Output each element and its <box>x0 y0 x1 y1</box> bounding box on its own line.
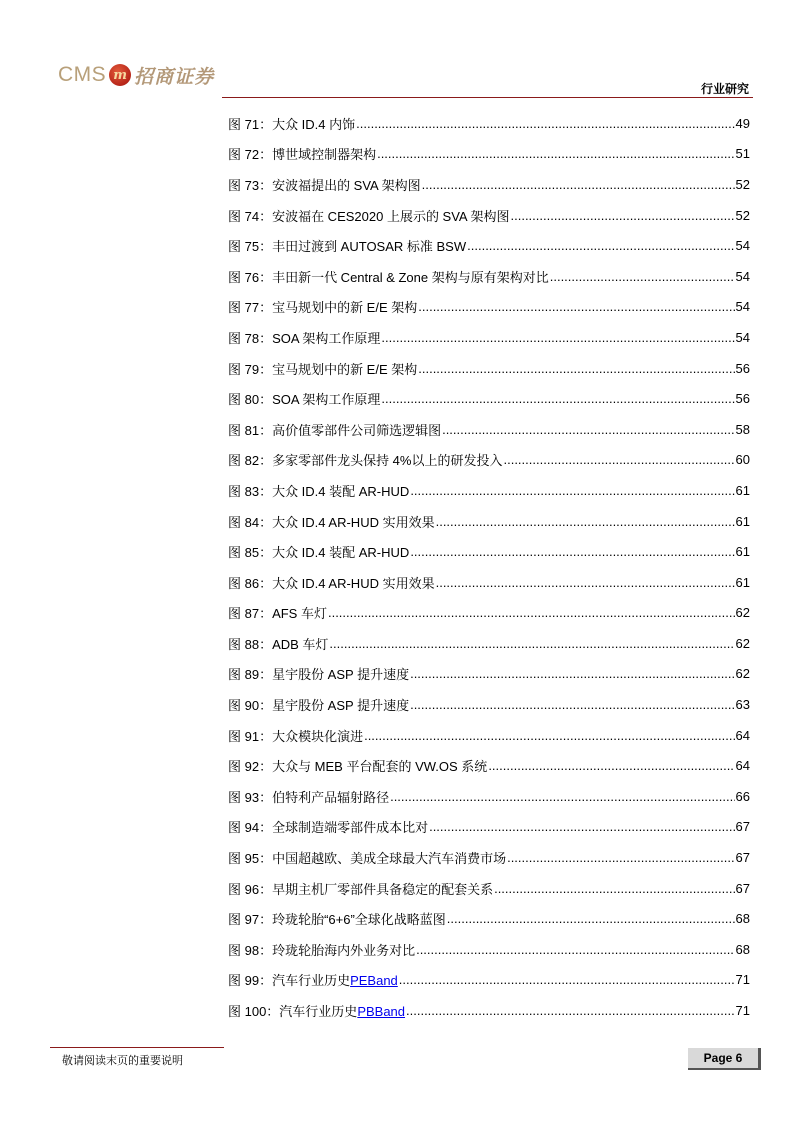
logo-emblem-icon: m <box>109 64 131 86</box>
toc-entry-page-number: 68 <box>735 941 750 957</box>
toc-entry-title: 图 89：星宇股份 ASP 提升速度 <box>228 667 410 683</box>
toc-entry-label <box>228 970 398 989</box>
dot-leader <box>422 177 735 192</box>
toc-entry[interactable] <box>228 139 750 170</box>
toc-entry[interactable] <box>228 445 750 476</box>
toc-entry-label <box>228 940 415 959</box>
page-header <box>0 0 793 100</box>
toc-entry-title: 图 97：玲珑轮胎“6+6”全球化战略蓝图 <box>228 912 446 928</box>
toc-entry[interactable] <box>228 261 750 292</box>
toc-entry-page-number: 64 <box>735 727 750 743</box>
logo-cms-text: CMS <box>58 63 107 86</box>
toc-entry-title: 图 95：中国超越欧、美成全球最大汽车消费市场 <box>228 851 507 867</box>
dot-leader <box>503 452 734 467</box>
dot-leader <box>418 299 734 314</box>
toc-entry-page-number: 56 <box>735 391 750 407</box>
toc-entry-link[interactable]: PBBand <box>357 1004 406 1020</box>
toc-entry-label <box>228 420 441 439</box>
dot-leader <box>381 391 734 406</box>
toc-entry-label <box>228 175 421 194</box>
toc-entry-page-number: 67 <box>735 819 750 835</box>
toc-entry-title: 图 82：多家零部件龙头保持 4%以上的研发投入 <box>228 453 503 469</box>
toc-entry-page-number: 49 <box>735 115 750 131</box>
toc-entry[interactable] <box>228 292 750 323</box>
dot-leader <box>418 361 734 376</box>
toc-entry[interactable] <box>228 108 750 139</box>
toc-entry[interactable] <box>228 812 750 843</box>
dot-leader <box>494 881 734 896</box>
toc-entry-label <box>228 634 328 653</box>
toc-entry-label <box>228 389 380 408</box>
toc-entry-title: 图 94：全球制造端零部件成本比对 <box>228 820 429 836</box>
toc-entry-page-number: 61 <box>735 482 750 498</box>
toc-entry-title: 图 86：大众 ID.4 AR-HUD 实用效果 <box>228 575 435 591</box>
toc-entry-label <box>228 848 506 867</box>
dot-leader <box>364 728 734 743</box>
toc-entry-label <box>228 1001 405 1020</box>
toc-entry[interactable] <box>228 383 750 414</box>
toc-entry-label <box>228 879 493 898</box>
toc-entry-label <box>228 603 327 622</box>
toc-entry-page-number: 61 <box>735 513 750 529</box>
dot-leader <box>507 850 734 865</box>
toc-entry-label <box>228 328 380 347</box>
toc-entry-title: 图 77：宝马规划中的新 E/E 架构 <box>228 300 418 316</box>
dot-leader <box>406 1003 735 1018</box>
toc-entry-page-number: 71 <box>735 1003 750 1019</box>
dot-leader <box>550 269 735 284</box>
toc-entry-title: 图 73：安波福提出的 SVA 架构图 <box>228 177 421 193</box>
toc-entry-title: 图 99：汽车行业历史 <box>228 973 351 989</box>
dot-leader <box>511 208 735 223</box>
dot-leader <box>436 514 735 529</box>
dot-leader <box>328 605 735 620</box>
footer-divider <box>50 1047 224 1048</box>
toc-entry-label <box>228 664 409 683</box>
toc-entry[interactable] <box>228 598 750 629</box>
logo-chinese-text: 招商证券 <box>134 65 215 88</box>
toc-entry[interactable] <box>228 903 750 934</box>
dot-leader <box>381 330 734 345</box>
toc-entry-page-number: 54 <box>735 238 750 254</box>
toc-entry-title: 图 76：丰田新一代 Central & Zone 架构与原有架构对比 <box>228 269 549 285</box>
dot-leader <box>442 422 734 437</box>
toc-entry-title: 图 83：大众 ID.4 装配 AR-HUD <box>228 483 410 499</box>
toc-entry-page-number: 52 <box>735 176 750 192</box>
toc-entry-title: 图 85：大众 ID.4 装配 AR-HUD <box>228 545 410 561</box>
toc-entry-title: 图 98：玲珑轮胎海内外业务对比 <box>228 942 416 958</box>
toc-entry-title: 图 78：SOA 架构工作原理 <box>228 330 381 346</box>
toc-entry-page-number: 64 <box>735 758 750 774</box>
toc-entry-title: 图 84：大众 ID.4 AR-HUD 实用效果 <box>228 514 435 530</box>
toc-entry-title: 图 72：博世域控制器架构 <box>228 147 377 163</box>
toc-entry[interactable] <box>228 322 750 353</box>
toc-entry-title: 图 74：安波福在 CES2020 上展示的 SVA 架构图 <box>228 208 510 224</box>
dot-leader <box>399 972 735 987</box>
dot-leader <box>488 758 734 773</box>
toc-entry-page-number: 62 <box>735 605 750 621</box>
dot-leader <box>410 544 734 559</box>
toc-entry[interactable] <box>228 200 750 231</box>
toc-entry-page-number: 61 <box>735 544 750 560</box>
dot-leader <box>429 819 734 834</box>
dot-leader <box>447 911 735 926</box>
toc-entry-title: 图 96：早期主机厂零部件具备稳定的配套关系 <box>228 881 494 897</box>
toc-entry-title: 图 90：星宇股份 ASP 提升速度 <box>228 698 410 714</box>
toc-entry-title: 图 93：伯特利产品辐射路径 <box>228 789 390 805</box>
dot-leader <box>410 666 734 681</box>
toc-entry[interactable] <box>228 689 750 720</box>
toc-entry[interactable] <box>228 965 750 996</box>
dot-leader <box>377 146 734 161</box>
toc-entry-link[interactable]: PEBand <box>350 973 398 989</box>
toc-entry-label <box>228 512 435 531</box>
toc-entry-page-number: 67 <box>735 880 750 896</box>
toc-entry-label <box>228 267 549 286</box>
toc-entry-label <box>228 450 502 469</box>
toc-entry-label <box>228 787 389 806</box>
page-number-badge: Page 6 <box>688 1048 761 1070</box>
dot-leader <box>410 697 734 712</box>
toc-entry-page-number: 58 <box>735 421 750 437</box>
toc-entry[interactable] <box>228 475 750 506</box>
toc-entry-label <box>228 481 409 500</box>
header-divider <box>222 97 753 98</box>
company-logo <box>58 58 214 92</box>
toc-entry-page-number: 62 <box>735 635 750 651</box>
toc-entry-page-number: 52 <box>735 207 750 223</box>
toc-entry-label <box>228 817 428 836</box>
toc-entry-title: 图 81：高价值零部件公司筛选逻辑图 <box>228 422 442 438</box>
toc-entry-label <box>228 756 487 775</box>
toc-entry[interactable] <box>228 567 750 598</box>
toc-entry-title: 图 75：丰田过渡到 AUTOSAR 标准 BSW <box>228 239 467 255</box>
toc-entry[interactable] <box>228 995 750 1026</box>
toc-entry-page-number: 61 <box>735 574 750 590</box>
dot-leader <box>410 483 734 498</box>
toc-entry-title: 图 88：ADB 车灯 <box>228 636 329 652</box>
dot-leader <box>436 575 735 590</box>
toc-entry[interactable] <box>228 750 750 781</box>
toc-entry-label <box>228 909 446 928</box>
toc-entry[interactable] <box>228 536 750 567</box>
toc-entry-label <box>228 206 510 225</box>
toc-entry-title: 图 100：汽车行业历史 <box>228 1004 358 1020</box>
toc-entry-title: 图 87：AFS 车灯 <box>228 606 327 622</box>
toc-entry-label <box>228 573 435 592</box>
toc-entry[interactable] <box>228 781 750 812</box>
disclaimer-note: 敬请阅读末页的重要说明 <box>62 1055 183 1067</box>
toc-entry-label <box>228 236 466 255</box>
toc-entry[interactable] <box>228 169 750 200</box>
toc-entry-label <box>228 542 409 561</box>
toc-entry-title: 图 91：大众模块化演进 <box>228 728 364 744</box>
report-category-label: 行业研究 <box>700 82 749 96</box>
toc-entry[interactable] <box>228 720 750 751</box>
toc-entry-page-number: 63 <box>735 697 750 713</box>
toc-entry-label <box>228 695 409 714</box>
toc-entry-title: 图 79：宝马规划中的新 E/E 架构 <box>228 361 418 377</box>
toc-entry-label <box>228 726 363 745</box>
toc-entry[interactable] <box>228 873 750 904</box>
toc-entry-title: 图 92：大众与 MEB 平台配套的 VW.OS 系统 <box>228 759 488 775</box>
toc-entry[interactable] <box>228 414 750 445</box>
toc-entry-page-number: 68 <box>735 911 750 927</box>
toc-entry-page-number: 54 <box>735 268 750 284</box>
toc-entry-page-number: 60 <box>735 452 750 468</box>
toc-entry[interactable] <box>228 506 750 537</box>
toc-entry[interactable] <box>228 628 750 659</box>
toc-entry-page-number: 66 <box>735 788 750 804</box>
figure-table-of-contents <box>228 108 750 1026</box>
toc-entry[interactable] <box>228 230 750 261</box>
dot-leader <box>356 116 734 131</box>
dot-leader <box>416 942 734 957</box>
toc-entry[interactable] <box>228 934 750 965</box>
toc-entry-label <box>228 297 417 316</box>
toc-entry-page-number: 54 <box>735 329 750 345</box>
toc-entry-label <box>228 144 376 163</box>
toc-entry-page-number: 62 <box>735 666 750 682</box>
toc-entry-page-number: 71 <box>735 972 750 988</box>
dot-leader <box>467 238 734 253</box>
toc-entry[interactable] <box>228 353 750 384</box>
toc-entry[interactable] <box>228 659 750 690</box>
toc-entry-page-number: 51 <box>735 146 750 162</box>
toc-entry-page-number: 56 <box>735 360 750 376</box>
toc-entry-title: 图 80：SOA 架构工作原理 <box>228 392 381 408</box>
dot-leader <box>329 636 734 651</box>
toc-entry-page-number: 54 <box>735 299 750 315</box>
toc-entry[interactable] <box>228 842 750 873</box>
toc-entry-label <box>228 359 417 378</box>
toc-entry-title: 图 71：大众 ID.4 内饰 <box>228 116 356 132</box>
dot-leader <box>390 789 734 804</box>
toc-entry-label <box>228 114 355 133</box>
toc-entry-page-number: 67 <box>735 850 750 866</box>
